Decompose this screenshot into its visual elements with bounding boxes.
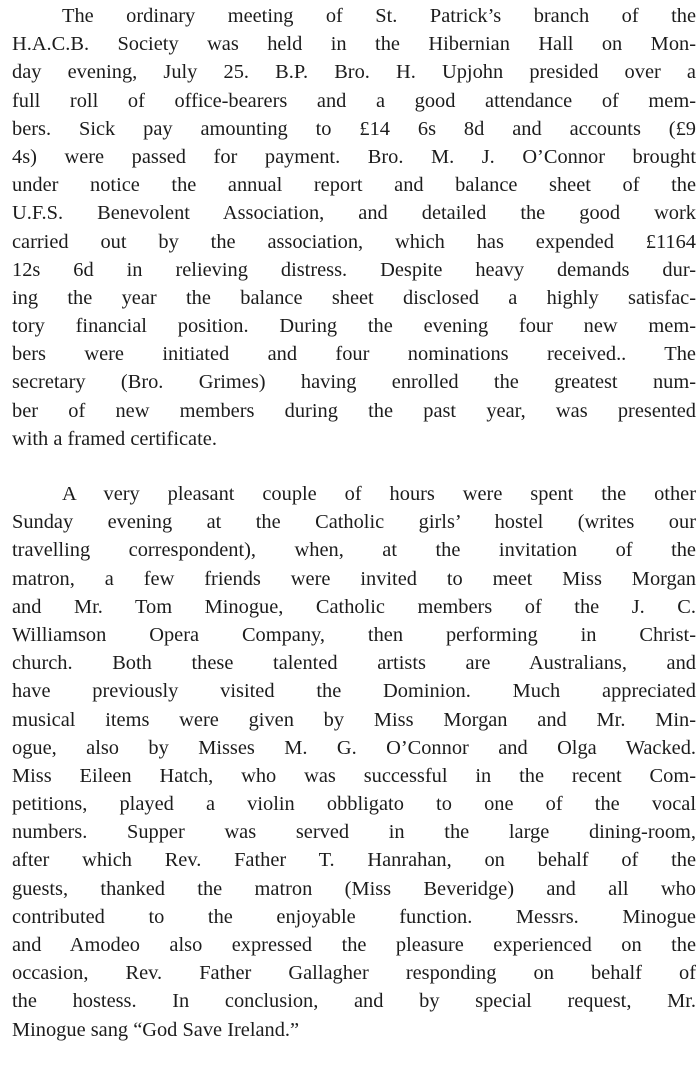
text-line: and Amodeo also expressed the pleasure experienced on the [12, 934, 696, 956]
text-line: ber of new members during the past year, was presented [12, 399, 696, 422]
text-line: bers. Sick pay amounting to £14 6s 8d and accounts (£9 [12, 117, 696, 140]
text-line: after which Rev. Father T. Hanrahan, on behalf of the [12, 849, 696, 872]
text-line: have previously visited the Dominion. Much appreciated [12, 680, 696, 703]
text-line: contributed to the enjoyable function. Messrs. Minogue [12, 905, 696, 928]
text-line: under notice the annual report and balance sheet of the [12, 174, 696, 197]
text-line: Miss Eileen Hatch, who was successful in the recent Com- [12, 764, 696, 787]
text-line: Williamson Opera Company, then performing in Christ- [12, 623, 696, 646]
text-line: ogue, also by Misses M. G. O’Connor and Olga Wacked. [12, 736, 696, 759]
text-line: ing the year the balance sheet disclosed a highly satisfac- [12, 286, 696, 309]
text-line: secretary (Bro. Grimes) having enrolled the greatest num- [12, 371, 696, 394]
text-line: matron, a few friends were invited to meet Miss Morgan [12, 567, 696, 590]
text-line: occasion, Rev. Father Gallagher responding on behalf of [12, 962, 696, 985]
text-line: day evening, July 25. B.P. Bro. H. Upjohn presided over a [12, 61, 696, 84]
text-line: with a framed certificate. [12, 427, 217, 450]
text-line: and Mr. Tom Minogue, Catholic members of the J. C. [12, 595, 696, 618]
text-line: full roll of office-bearers and a good attendance of mem- [12, 89, 696, 112]
text-line: A very pleasant couple of hours were spent the other [62, 483, 696, 505]
text-line: Minogue sang “God Save Ireland.” [12, 1018, 300, 1041]
text-line: numbers. Supper was served in the large dining-room, [12, 821, 696, 844]
text-line: 4s) were passed for payment. Bro. M. J. O’Connor brought [12, 145, 696, 168]
text-line: guests, thanked the matron (Miss Beveridge) and all who [12, 877, 696, 900]
text-line: The ordinary meeting of St. Patrick’s branch of the [62, 5, 696, 27]
article-page [12, 0, 696, 1081]
text-line: 12s 6d in relieving distress. Despite heavy demands dur- [12, 258, 696, 281]
text-line: the hostess. In conclusion, and by special request, Mr. [12, 990, 696, 1013]
text-line: musical items were given by Miss Morgan and Mr. Min- [12, 708, 696, 731]
text-line: petitions, played a violin obbligato to one of the vocal [12, 793, 696, 816]
text-line: church. Both these talented artists are Australians, and [12, 652, 696, 675]
text-line: H.A.C.B. Society was held in the Hibernian Hall on Mon- [12, 33, 696, 56]
text-line: carried out by the association, which has expended £1164 [12, 230, 696, 253]
text-line: Sunday evening at the Catholic girls’ hostel (writes our [12, 511, 696, 534]
paragraph-branch-meeting [12, 2, 696, 453]
text-line: bers were initiated and four nominations received.. The [12, 343, 696, 366]
text-line: U.F.S. Benevolent Association, and detailed the good work [12, 202, 696, 225]
text-line: travelling correspondent), when, at the invitation of the [12, 539, 696, 562]
paragraph-hostel-evening [12, 480, 696, 1044]
text-line: tory financial position. During the evening four new mem- [12, 315, 696, 338]
